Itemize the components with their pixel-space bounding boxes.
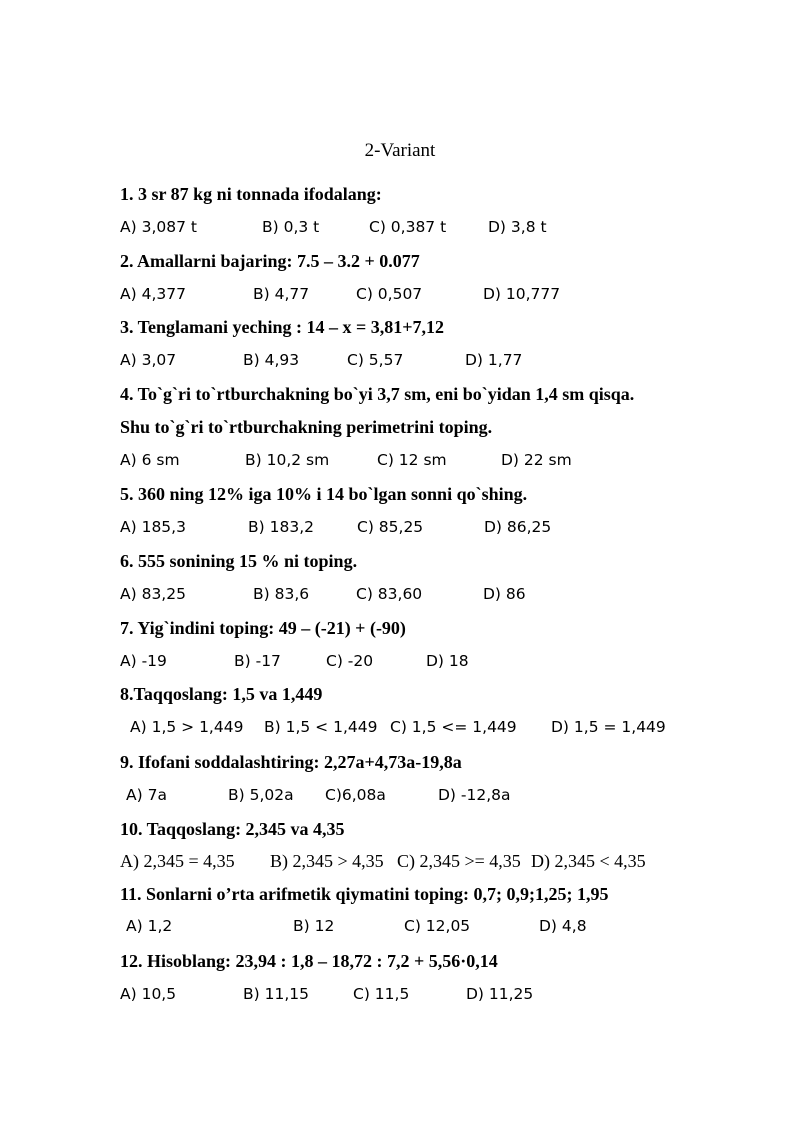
option-d: D) 86 xyxy=(483,585,526,603)
option-a: A) 3,07 xyxy=(120,351,177,369)
option-c: C) 85,25 xyxy=(357,518,424,536)
question-7: 7. Yig`indini toping: 49 – (-21) + (-90) xyxy=(120,618,406,638)
question-9: 9. Ifofani soddalashtiring: 2,27a+4,73a-19,8a xyxy=(120,752,462,772)
option-a: A) 1,5 > 1,449 xyxy=(130,718,244,736)
option-c: C)6,08a xyxy=(325,786,386,804)
question-12: 12. Hisoblang: 23,94 : 1,8 – 18,72 : 7,2 + 5,56·0,14 xyxy=(120,951,498,971)
question-3: 3. Tenglamani yeching : 14 – x = 3,81+7,12 xyxy=(120,317,445,337)
option-c: C) 0,507 xyxy=(356,285,423,303)
option-a: A) 4,377 xyxy=(120,285,186,303)
option-b: B) 183,2 xyxy=(248,518,314,536)
option-d: D) 3,8 t xyxy=(488,218,547,236)
question-4: 4. To`g`ri to`rtburchakning bo`yi 3,7 sm, eni bo`yidan 1,4 sm qisqa. xyxy=(120,384,635,404)
option-d: D) 10,777 xyxy=(483,285,561,303)
question-4-continued: Shu to`g`ri to`rtburchakning perimetrini toping. xyxy=(120,417,493,437)
option-c: C) 12 sm xyxy=(377,451,447,469)
option-b: B) 4,93 xyxy=(243,351,300,369)
option-a: A) -19 xyxy=(120,652,167,670)
option-b: B) 11,15 xyxy=(243,985,309,1003)
question-5: 5. 360 ning 12% iga 10% i 14 bo`lgan sonni qo`shing. xyxy=(120,484,528,504)
option-c: C) 5,57 xyxy=(347,351,404,369)
variant-title: 2-Variant xyxy=(364,140,436,161)
option-c: C) 2,345 >= 4,35 xyxy=(397,851,521,871)
option-a: A) 2,345 = 4,35 xyxy=(120,851,235,871)
option-b: B) 12 xyxy=(293,917,335,935)
option-a: A) 7a xyxy=(126,786,167,804)
question-2: 2. Amallarni bajaring: 7.5 – 3.2 + 0.077 xyxy=(120,251,420,271)
option-c: C) 1,5 <= 1,449 xyxy=(390,718,517,736)
option-d: D) 22 sm xyxy=(501,451,572,469)
option-a: A) 3,087 t xyxy=(120,218,197,236)
option-d: D) 1,5 = 1,449 xyxy=(551,718,666,736)
option-b: B) 2,345 > 4,35 xyxy=(270,851,384,871)
option-b: B) 10,2 sm xyxy=(245,451,330,469)
question-1: 1. 3 sr 87 kg ni tonnada ifodalang: xyxy=(120,184,382,204)
option-b: B) -17 xyxy=(234,652,281,670)
question-11: 11. Sonlarni o’rta arifmetik qiymatini toping: 0,7; 0,9;1,25; 1,95 xyxy=(120,884,609,904)
option-c: C) 11,5 xyxy=(353,985,410,1003)
question-10: 10. Taqqoslang: 2,345 va 4,35 xyxy=(120,819,345,839)
option-d: D) 4,8 xyxy=(539,917,587,935)
option-d: D) 86,25 xyxy=(484,518,552,536)
option-a: A) 185,3 xyxy=(120,518,186,536)
option-a: A) 83,25 xyxy=(120,585,186,603)
option-c: C) -20 xyxy=(326,652,374,670)
option-b: B) 5,02a xyxy=(228,786,294,804)
question-6: 6. 555 sonining 15 % ni toping. xyxy=(120,551,358,571)
option-d: D) 1,77 xyxy=(465,351,523,369)
option-b: B) 83,6 xyxy=(253,585,310,603)
option-b: B) 0,3 t xyxy=(262,218,320,236)
option-b: B) 4,77 xyxy=(253,285,310,303)
option-d: D) -12,8a xyxy=(438,786,511,804)
option-d: D) 2,345 < 4,35 xyxy=(531,851,646,871)
option-c: C) 83,60 xyxy=(356,585,423,603)
option-b: B) 1,5 < 1,449 xyxy=(264,718,378,736)
option-d: D) 11,25 xyxy=(466,985,534,1003)
option-c: C) 12,05 xyxy=(404,917,471,935)
question-8: 8.Taqqoslang: 1,5 va 1,449 xyxy=(120,684,323,704)
option-a: A) 6 sm xyxy=(120,451,180,469)
option-a: A) 10,5 xyxy=(120,985,177,1003)
option-c: C) 0,387 t xyxy=(369,218,447,236)
option-a: A) 1,2 xyxy=(126,917,173,935)
option-d: D) 18 xyxy=(426,652,469,670)
